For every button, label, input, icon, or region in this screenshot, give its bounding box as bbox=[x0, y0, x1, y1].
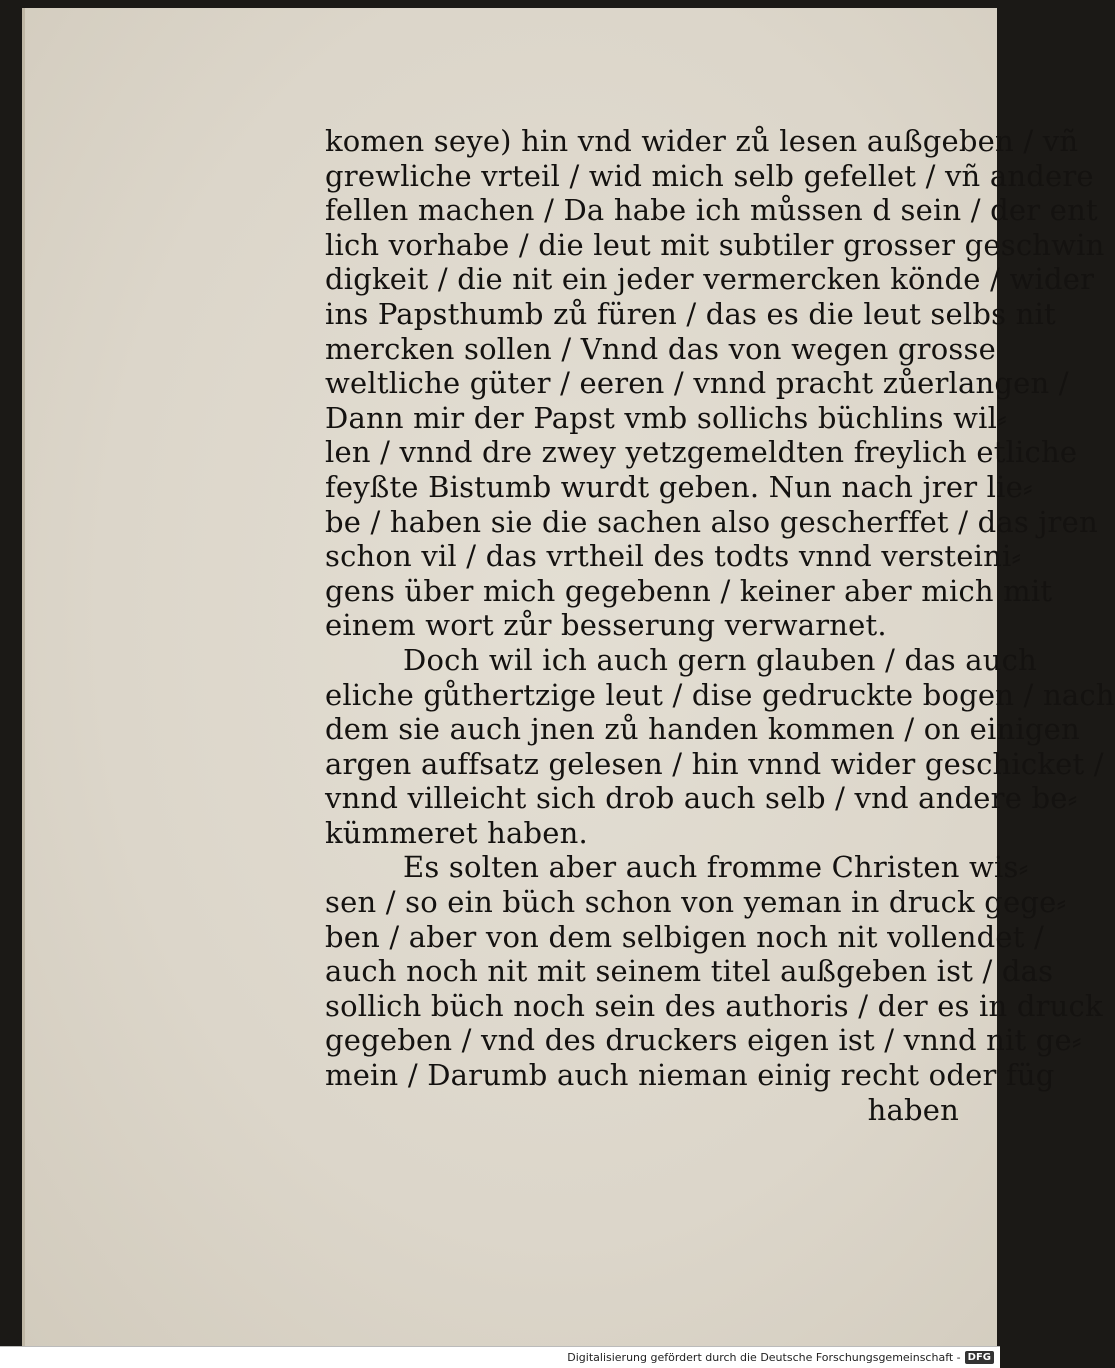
text-line: sen / so ein büch schon von yeman in druck gege⸗ bbox=[325, 885, 1067, 920]
text-line: schon vil / das vrtheil des todts vnnd versteini⸗ bbox=[325, 539, 1022, 574]
text-line: fellen machen / Da habe ich můssen d sein / der ent bbox=[325, 193, 1098, 228]
text-line: ben / aber von dem selbigen noch nit vollendet / bbox=[325, 919, 1044, 954]
text-line: mein / Darumb auch nieman einig recht oder füg bbox=[325, 1058, 1055, 1093]
text-line: ins Papsthumb zů füren / das es die leut selbs nit bbox=[325, 296, 1056, 331]
text-line: vnnd villeicht sich drob auch selb / vnd andere be⸗ bbox=[325, 781, 1078, 816]
dfg-logo: DFG bbox=[965, 1351, 994, 1364]
text-line: eliche gůthertzige leut / dise gedruckte bogen / nach bbox=[325, 677, 1115, 712]
text-line: sollich büch noch sein des authoris / der es in druck bbox=[325, 988, 1103, 1023]
text-line: len / vnnd dre zwey yetzgemeldten freylich etliche bbox=[325, 435, 1078, 470]
page-body-text bbox=[325, 124, 1115, 1127]
text-line: grewliche vrteil / wid mich selb gefellet / vñ andere bbox=[325, 158, 1094, 193]
text-line: gens über mich gegebenn / keiner aber mich mit bbox=[325, 573, 1053, 608]
text-line: feyßte Bistumb wurdt geben. Nun nach jrer lie⸗ bbox=[325, 469, 1033, 504]
catchword: haben bbox=[867, 1092, 959, 1127]
text-line: einem wort zůr besserung verwarnet. bbox=[325, 608, 887, 643]
text-line: Es solten aber auch fromme Christen wis⸗ bbox=[403, 850, 1029, 885]
text-line: weltliche güter / eeren / vnnd pracht zůerlangen / bbox=[325, 366, 1069, 401]
scanned-page bbox=[22, 8, 1115, 1346]
text-line: Doch wil ich auch gern glauben / das auch bbox=[403, 642, 1037, 677]
text-line: digkeit / die nit ein jeder vermercken könde / wider bbox=[325, 262, 1095, 297]
text-line: argen auffsatz gelesen / hin vnnd wider geschicket / bbox=[325, 746, 1104, 781]
text-line: lich vorhabe / die leut mit subtiler grosser geschwin bbox=[325, 227, 1105, 262]
text-line: gegeben / vnd des druckers eigen ist / vnnd nit ge⸗ bbox=[325, 1023, 1082, 1058]
text-line: auch noch nit mit seinem titel außgeben ist / das bbox=[325, 954, 1054, 989]
footer-credit: Digitalisierung gefördert durch die Deutsche Forschungsgemeinschaft - bbox=[567, 1351, 961, 1364]
digitization-footer bbox=[0, 1346, 1000, 1368]
text-line: dem sie auch jnen zů handen kommen / on einigen bbox=[325, 712, 1080, 747]
text-line: mercken sollen / Vnnd das von wegen grosse bbox=[325, 331, 996, 366]
text-line: Dann mir der Papst vmb sollichs büchlins wil⸗ bbox=[325, 400, 1007, 435]
text-line: kümmeret haben. bbox=[325, 815, 588, 850]
text-line: komen seye) hin vnd wider zů lesen außgeben / vñ bbox=[325, 124, 1079, 158]
text-line: be / haben sie die sachen also gescherffet / das jren bbox=[325, 504, 1098, 539]
